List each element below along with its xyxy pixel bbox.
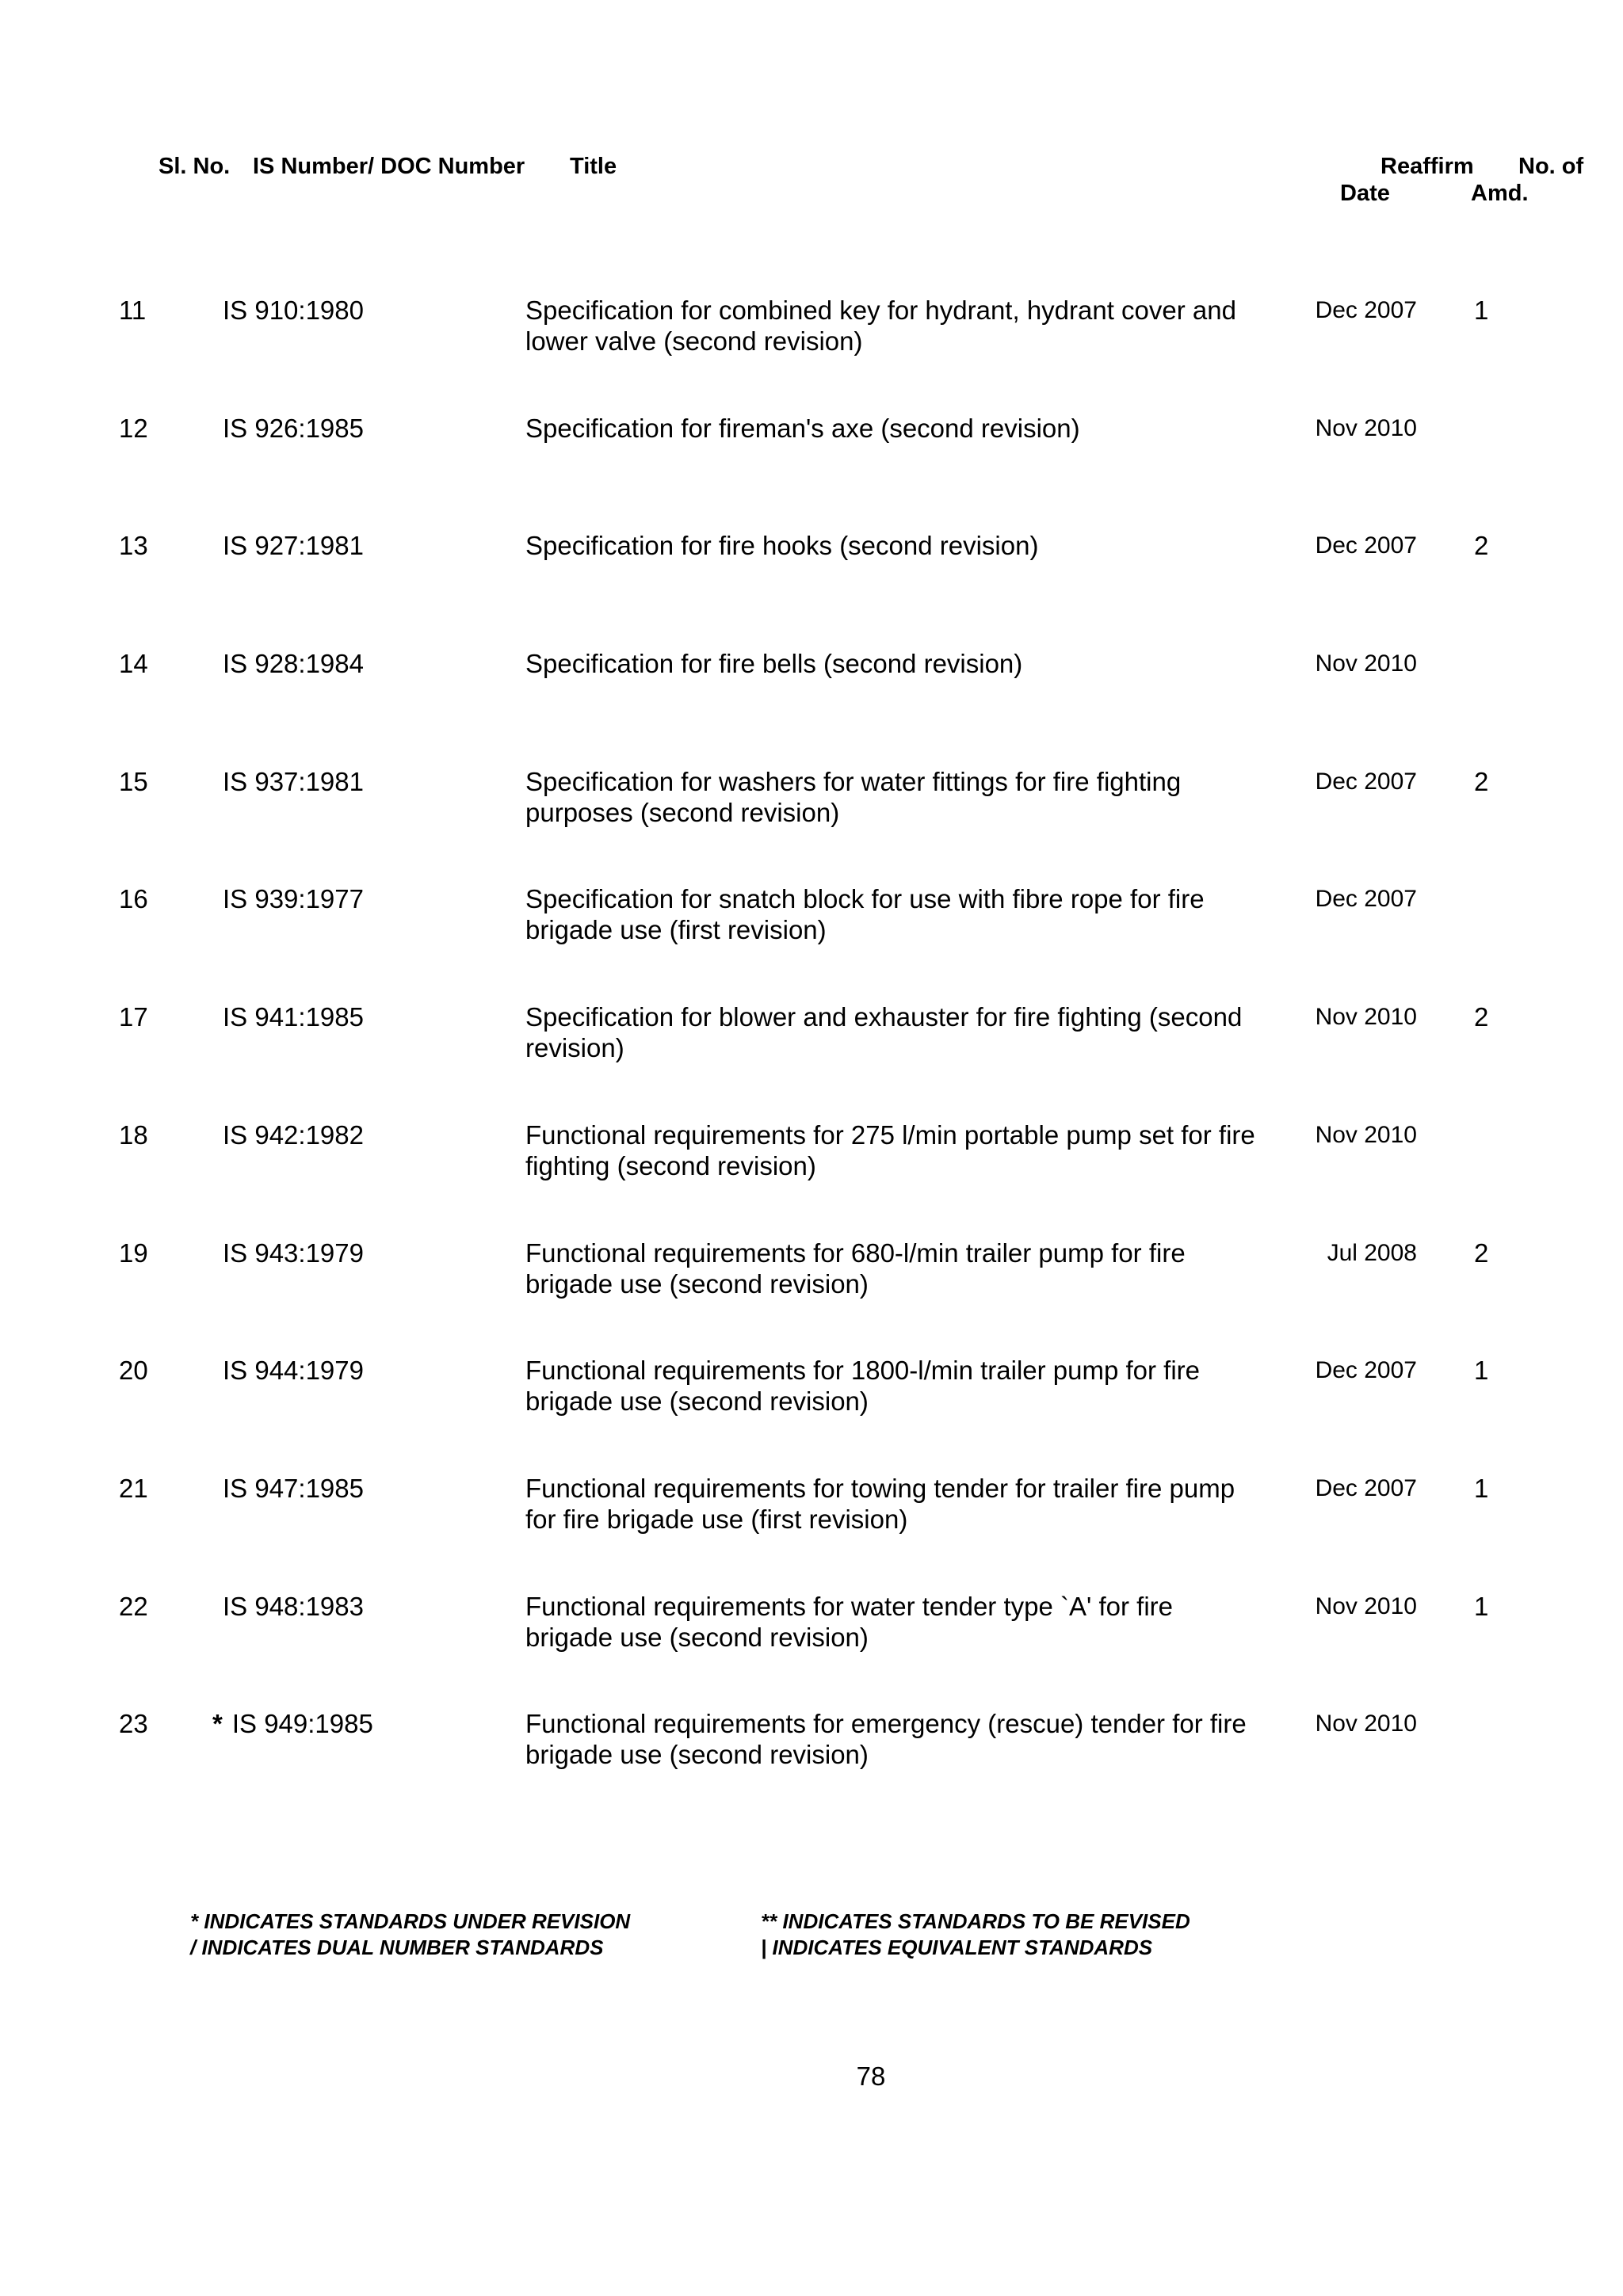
header-title: Title [570, 154, 617, 179]
table-row [0, 1238, 1623, 1356]
cell-is-number-text: IS 943:1979 [223, 1238, 364, 1268]
cell-is-number [223, 1119, 508, 1150]
cell-title: Specification for fire hooks (second revision) [525, 531, 1039, 561]
cell-title: Functional requirements for water tender type `A' for fire brigade use (second revision) [525, 1591, 1173, 1652]
cell-is-number [223, 1591, 508, 1622]
cell-title: Functional requirements for 1800-l/min trailer pump for fire brigade use (second revision) [525, 1356, 1201, 1417]
table-row [0, 1001, 1623, 1119]
cell-is-number-text: IS 948:1983 [223, 1591, 364, 1621]
cell-reaffirm-date: Nov 2010 [1315, 1592, 1417, 1619]
cell-title: Functional requirements for 680-l/min trailer pump for fire brigade use (second revision) [525, 1238, 1186, 1299]
cell-amendments: 2 [1474, 1238, 1489, 1268]
cell-reaffirm-date: Dec 2007 [1315, 1474, 1417, 1501]
cell-amendments: 1 [1474, 1356, 1489, 1386]
cell-is-number-text: IS 937:1981 [223, 766, 364, 796]
table-row [0, 766, 1623, 884]
cell-sl-no: 19 [119, 1238, 148, 1268]
table-row [0, 1119, 1623, 1238]
cell-is-number-text: IS 928:1984 [223, 649, 364, 679]
table-row [0, 1355, 1623, 1473]
cell-is-number-text: IS 910:1980 [223, 296, 364, 325]
cell-sl-no: 12 [119, 413, 148, 443]
cell-reaffirm-date: Nov 2010 [1315, 1711, 1417, 1737]
cell-is-number [223, 530, 508, 561]
table-row [0, 883, 1623, 1001]
cell-is-number-text: IS 942:1982 [223, 1119, 364, 1150]
cell-reaffirm-date: Nov 2010 [1315, 1121, 1417, 1148]
cell-title: Specification for fireman's axe (second revision) [525, 413, 1080, 443]
cell-is-number [223, 1238, 508, 1268]
cell-title: Functional requirements for emergency (rescue) tender for fire brigade use (second revision) [525, 1709, 1247, 1770]
cell-reaffirm-date: Dec 2007 [1315, 1357, 1417, 1384]
cell-is-number-text: IS 926:1985 [223, 413, 364, 443]
cell-title: Functional requirements for towing tender for trailer fire pump for fire brigade use (first revision) [525, 1473, 1235, 1534]
cell-is-number-text: IS 927:1981 [223, 531, 364, 561]
cell-amendments: 2 [1474, 766, 1489, 796]
table-row [0, 1591, 1623, 1709]
cell-is-number-text: IS 947:1985 [223, 1473, 364, 1503]
cell-reaffirm-date: Nov 2010 [1315, 1004, 1417, 1031]
cell-title: Specification for washers for water fittings for fire fighting purposes (second revision) [525, 766, 1182, 827]
cell-is-number [223, 883, 508, 914]
cell-sl-no: 20 [119, 1356, 148, 1386]
cell-sl-no: 11 [119, 296, 147, 325]
cell-is-number [223, 295, 508, 326]
cell-reaffirm-date: Jul 2008 [1327, 1239, 1417, 1266]
cell-sl-no: 22 [119, 1591, 148, 1621]
under-revision-marker: * [212, 1709, 223, 1739]
table-row [0, 1708, 1623, 1826]
header-date: Date [1340, 181, 1390, 206]
table-row [0, 413, 1623, 531]
cell-title: Specification for combined key for hydrant, hydrant cover and lower valve (second revision) [525, 296, 1236, 356]
cell-title: Specification for snatch block for use with fibre rope for fire brigade use (first revision) [525, 884, 1205, 945]
cell-reaffirm-date: Dec 2007 [1315, 532, 1417, 559]
header-sl-no: Sl. No. [158, 154, 231, 179]
cell-is-number-text: IS 949:1985 [231, 1709, 373, 1739]
table-row [0, 648, 1623, 766]
header-no-of: No. of [1518, 154, 1584, 179]
cell-sl-no: 15 [119, 766, 148, 796]
cell-amendments: 2 [1474, 531, 1489, 561]
cell-is-number [223, 413, 508, 444]
header-is-number: IS Number/ DOC Number [253, 154, 525, 179]
cell-reaffirm-date: Dec 2007 [1315, 297, 1417, 323]
cell-is-number [223, 648, 508, 679]
cell-reaffirm-date: Dec 2007 [1315, 886, 1417, 913]
table-row [0, 1473, 1623, 1591]
table-header [0, 151, 1623, 214]
cell-sl-no: 16 [119, 884, 148, 914]
cell-is-number [223, 1001, 508, 1032]
cell-is-number [223, 1355, 508, 1386]
cell-amendments: 1 [1474, 296, 1489, 325]
cell-amendments: 1 [1474, 1473, 1489, 1503]
legend-under-revision: * INDICATES STANDARDS UNDER REVISION [190, 1909, 631, 1933]
cell-amendments: 1 [1474, 1591, 1489, 1621]
legend-equivalent: | INDICATES EQUIVALENT STANDARDS [761, 1936, 1153, 1959]
header-amd: Amd. [1471, 181, 1529, 206]
cell-is-number-text: IS 944:1979 [223, 1356, 364, 1386]
header-reaffirm: Reaffirm [1381, 154, 1474, 179]
cell-is-number-text: IS 941:1985 [223, 1002, 364, 1032]
cell-sl-no: 23 [119, 1709, 148, 1739]
standards-table [0, 295, 1623, 1826]
cell-title: Specification for fire bells (second revision) [525, 649, 1023, 679]
cell-amendments: 2 [1474, 1002, 1489, 1032]
page-number: 78 [856, 2061, 886, 2091]
legend-dual-number: / INDICATES DUAL NUMBER STANDARDS [190, 1936, 604, 1959]
cell-is-number-text: IS 939:1977 [223, 884, 364, 914]
cell-sl-no: 14 [119, 649, 148, 679]
cell-title: Functional requirements for 275 l/min portable pump set for fire fighting (second revision) [525, 1119, 1255, 1180]
table-row [0, 295, 1623, 413]
cell-is-number [223, 766, 508, 797]
cell-reaffirm-date: Nov 2010 [1315, 414, 1417, 441]
cell-sl-no: 21 [119, 1473, 148, 1503]
cell-sl-no: 17 [119, 1002, 148, 1032]
legend-to-be-revised: ** INDICATES STANDARDS TO BE REVISED [761, 1909, 1190, 1933]
cell-reaffirm-date: Nov 2010 [1315, 650, 1417, 677]
cell-sl-no: 18 [119, 1119, 148, 1150]
cell-is-number [212, 1708, 498, 1739]
cell-title: Specification for blower and exhauster for fire fighting (second revision) [525, 1002, 1243, 1063]
table-row [0, 530, 1623, 648]
cell-sl-no: 13 [119, 531, 148, 561]
cell-reaffirm-date: Dec 2007 [1315, 768, 1417, 795]
cell-is-number [223, 1473, 508, 1504]
